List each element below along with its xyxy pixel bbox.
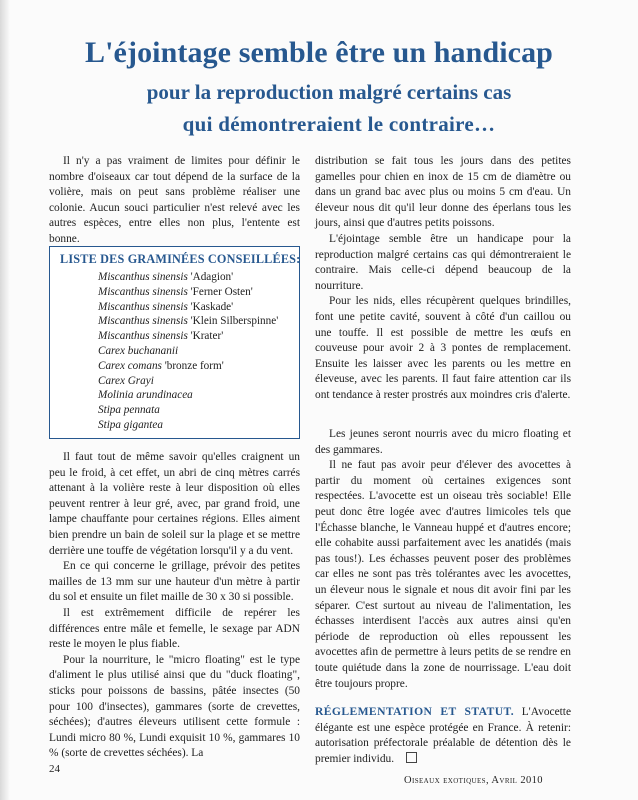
paragraph: Les jeunes seront nourris avec du micro floating et des gammares. [315, 428, 571, 456]
species-name: Molinia arundinacea [98, 389, 193, 402]
species-name: Carex buchananii [98, 344, 179, 357]
list-item [98, 374, 291, 389]
cultivar-name: 'Adagion' [187, 271, 234, 283]
species-name: Miscanthus sinensis [98, 330, 188, 343]
magazine-footer: Oiseaux exotiques, Avril 2010 [404, 775, 543, 786]
list-item [98, 403, 291, 418]
article-subtitle-line1: pour la reproduction malgré certains cas [146, 80, 512, 104]
column-left-bottom [49, 450, 300, 762]
list-item [98, 344, 291, 359]
list-item [98, 270, 291, 285]
paragraph: distribution se fait tous les jours dans des petites gamelles pour chien en inox de 15 cm de diamètre ou dans un grand bac avec plus ou moins 5 cm d'eau. Un éleveur nous dit qu'il leur donne des éperlans tous les jours, ainsi que d'autres petits poissons. [315, 155, 571, 230]
cultivar-name: 'Ferner Osten' [187, 285, 253, 298]
column-right-bottom [315, 427, 571, 767]
paragraph: En ce qui concerne le grillage, prévoir des petites mailles de 13 mm sur une hauteur d'un mètre à partir du sol et ensuite un filet maille de 30 x 30 si possible. [49, 560, 300, 604]
list-item [98, 329, 291, 344]
species-name: Miscanthus sinensis [98, 315, 188, 328]
list-item [98, 418, 291, 433]
cultivar-name: 'bronze form' [161, 359, 224, 372]
cultivar-name: 'Krater' [187, 330, 224, 343]
cultivar-name: 'Klein Silberspinne' [187, 315, 279, 328]
paragraph: Il ne faut pas avoir peur d'élever des avocettes à partir du moment où certaines exigences sont respectées. L'avocette est un oiseau très sociable! Elle peut donc être logée avec d'autres limicoles tels que l'Échasse blanche, le Vanneau huppé et d'autres encore; elle cohabite aussi parfaitement avec les anatidés (mais pas tous!). Les échasses peuvent poser des problèmes car elles ne sont pas très tolérantes avec les avocettes, un éleveur nous le signale et nous dit avoir fini par les séparer. C'est surtout au niveau de l'alimentation, les échasses interdisent l'accès aux autres ainsi qu'en période de reproduction où elles repoussent les avocettes afin de permettre à leurs petits de se rendre en toute quiétude dans la zone de nourrissage. L'eau doit être toujours propre. [315, 459, 571, 690]
species-name: Carex comans [98, 359, 162, 372]
article-title: L'éjointage semble être un handicap [85, 36, 553, 69]
regulation-text: L'Avocette élégante est une espèce protégée en France. À retenir: autorisation préfectorale préalable de détention dès le premier individu. [315, 706, 572, 765]
grass-list-box [49, 246, 300, 439]
regulation-heading: RÉGLEMENTATION ET STATUT. [315, 705, 515, 719]
species-name: Stipa pennata [98, 404, 160, 417]
list-item [98, 285, 291, 300]
list-item [98, 388, 291, 403]
species-name: Miscanthus sinensis [98, 300, 188, 313]
paragraph: Il faut tout de même savoir qu'elles craignent un peu le froid, à cet effet, un abri de cinq mètres carrés attenant à la volière reste à leur disposition où elles peuvent rentrer à leur gré, avec, par grand froid, une lampe chauffante pour certaines régions. Elles aiment bien prendre un bain de soleil sur la plage et se mettre derrière une touffe de végétation lorsqu'il y a du vent. [49, 451, 300, 557]
paragraph: L'éjointage semble être un handicape pour la reproduction malgré certains cas qui démontreraient le contraire. Mais celle-ci dépend beaucoup de la nourriture. [315, 232, 571, 292]
paragraph: Il n'y a pas vraiment de limites pour définir le nombre d'oiseaux car tout dépend de la surface de la volière, mais on peut sans problème réaliser une colonie. Aucun souci particulier n'est relevé avec les autres espèces, entre elles non plus, l'entente est bonne. [49, 155, 300, 245]
paragraph: Pour les nids, elles récupèrent quelques brindilles, font une petite cavité, souvent à côté d'un caillou ou une touffe. Il est possible de mettre les œufs en couveuse pour avoir 2 à 3 pontes de remplacement. Ensuite les laisser avec les parents ou les mettre en éleveuse, avec les parents. Il faut faire attention car ils ont tendance à rester prostrés aux moindres cris d'alerte. [315, 295, 571, 401]
cultivar-name: 'Kaskade' [187, 300, 234, 313]
page-binding-shadow [0, 0, 10, 800]
page-number: 24 [49, 763, 60, 775]
species-name: Stipa gigantea [98, 418, 163, 431]
column-right-top [315, 154, 571, 404]
species-name: Miscanthus sinensis [98, 285, 188, 298]
paragraph: Il est extrêmement difficile de repérer les différences entre mâle et femelle, le sexage par ADN reste le moyen le plus fiable. [49, 606, 300, 651]
species-name: Carex Grayi [98, 374, 154, 387]
column-left-top [49, 154, 300, 248]
end-of-article-square-icon [406, 752, 417, 763]
list-item [98, 314, 291, 329]
regulation-paragraph [315, 704, 571, 767]
grass-list [60, 270, 291, 433]
paragraph: Pour la nourriture, le "micro floating" est le type d'aliment le plus utilisé ainsi que du "duck floating", sticks pour poissons de bassins, pâtée insectes (50 pour 100 d'insectes), gammares (sorte de crevettes, séchées); d'autres éleveurs utilisent cette formule : Lundi micro 80 %, Lundi exquisit 10 %, gammares 10 % (sorte de crevettes séchées). La [49, 653, 300, 760]
list-item [98, 359, 291, 374]
species-name: Miscanthus sinensis [98, 271, 188, 283]
list-item [98, 300, 291, 315]
article-subtitle-line2: qui démontreraient le contraire… [182, 112, 496, 136]
grass-list-title: LISTE DES GRAMINÉES CONSEILLÉES: [60, 252, 301, 266]
